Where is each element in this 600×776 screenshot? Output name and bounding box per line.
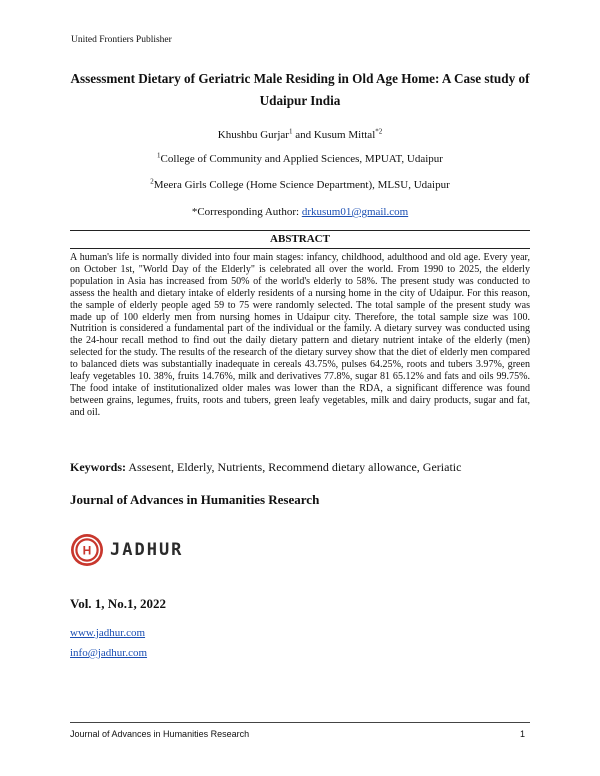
paper-title: Assessment Dietary of Geriatric Male Residing in Old Age Home: A Case study of Udaipur India xyxy=(70,71,530,108)
logo-letter: H xyxy=(82,543,92,558)
abstract-heading: ABSTRACT xyxy=(270,233,330,245)
footer-page-number: 1 xyxy=(520,729,526,739)
author-join: and xyxy=(292,129,314,141)
affiliation-2 xyxy=(70,179,530,191)
volume-info: Vol. 1, No.1, 2022 xyxy=(70,596,166,611)
affiliation-2-mark: 2 xyxy=(150,177,154,186)
website-link[interactable]: www.jadhur.com xyxy=(70,627,146,639)
corresponding-label: *Corresponding Author: xyxy=(191,206,302,218)
journal-logo xyxy=(70,533,183,567)
corresponding-author xyxy=(70,206,530,218)
author-2-affil-mark: *2 xyxy=(375,127,383,136)
affiliation-1-mark: 1 xyxy=(157,151,161,160)
email-link[interactable]: info@jadhur.com xyxy=(70,647,148,659)
author-1-affil-mark: 1 xyxy=(288,127,293,136)
footer-rule xyxy=(70,722,530,723)
journal-name: Journal of Advances in Humanities Research xyxy=(70,492,320,507)
logo-wordmark: JADHUR xyxy=(110,540,184,560)
affiliation-1 xyxy=(70,153,530,165)
corresponding-email-link[interactable]: drkusum01@gmail.com xyxy=(301,206,409,218)
affiliation-1-text: College of Community and Applied Sciences, MPUAT, Udaipur xyxy=(160,153,443,165)
author-2: Kusum Mittal xyxy=(313,129,376,141)
jadhur-emblem-icon xyxy=(70,533,104,567)
author-1: Khushbu Gurjar xyxy=(217,129,289,141)
author-line xyxy=(70,129,530,141)
footer-journal-name: Journal of Advances in Humanities Research xyxy=(70,729,250,739)
affiliation-2-text: Meera Girls College (Home Science Department), MLSU, Udaipur xyxy=(153,179,450,191)
keywords-text: Assesent, Elderly, Nutrients, Recommend dietary allowance, Geriatic xyxy=(126,460,462,474)
publisher-name: United Frontiers Publisher xyxy=(71,35,172,45)
keywords-line xyxy=(70,460,540,475)
abstract-top-rule xyxy=(70,230,530,231)
abstract-body: A human's life is normally divided into four main stages: infancy, childhood, adulthood and old age. Every year, on October 1st, "World Day of the Elderly" is celebrated all over the world. From 1990 to 2025, the elderly population in Asia has increased from 50% of the world's elderly to 58%. The present study was conducted to assess the health and dietary intake of elderly residents of a nursing home in the city of Udaipur. For this reason, the sample of elderly people aged 59 to 75 were randomly selected. The total sample of the present study was made up of 100 elderly men from nursing homes in Udaipur city. Therefore, the total sample size was 100. Nutrition is considered a fundamental part of the individual or the family. A dietary survey was conducted using the 24-hour recall method to find out the daily dietary pattern and dietary nutrient intake of the elderly (men) selected for the study. The results of the research of the dietary survey show that the diet of elderly men compared to balanced diets was substantially inadequate in cereals 43.75%, pulses 64.25%, roots and tubers 3.97%, green leafy vegetables 10. 38%, fruits 14.76%, milk and derivatives 77.8%, sugar 81 65.12% and fats and oils 99.75%. The food intake of institutionalized older males was lower than the RDA, a significant difference was found between grains, legumes, fruits, roots and tubers, green leafy vegetables, milk and dairy products, sugar and fat, and oil. xyxy=(70,252,530,418)
keywords-label: Keywords: xyxy=(70,460,126,474)
abstract-heading-rule xyxy=(70,248,530,249)
